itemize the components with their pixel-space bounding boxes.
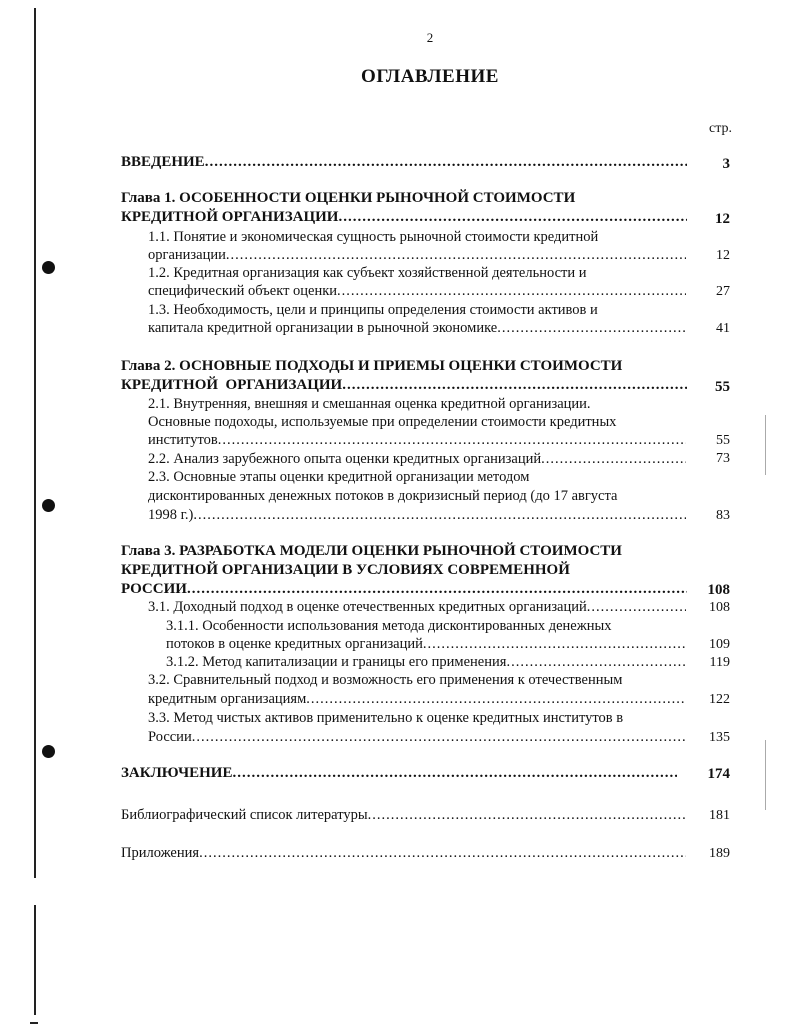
toc-section-2-3-title-cont[interactable]: дисконтированных денежных потоков в докризисный период (до 17 августа xyxy=(148,488,618,504)
toc-entry-text: ВВЕДЕНИЕ xyxy=(121,154,205,170)
toc-section-3-2-title[interactable]: 3.2. Сравнительный подход и возможность его применения к отечественным xyxy=(148,672,623,688)
toc-page-number: 55 xyxy=(715,379,730,395)
toc-entry-text: кредитным организациям xyxy=(148,691,307,707)
leader-dots xyxy=(306,690,686,708)
toc-entry-text: 1998 г.) xyxy=(148,507,194,523)
toc-section-3-3-title[interactable]: 3.3. Метод чистых активов применительно к оценке кредитных институтов в xyxy=(148,710,624,726)
page-title: ОГЛАВЛЕНИЕ xyxy=(361,66,499,87)
toc-section-3-3[interactable] xyxy=(148,728,686,746)
toc-entry-text: 2.2. Анализ зарубежного опыта оценки кредитных организаций xyxy=(148,451,542,467)
toc-section-2-3[interactable] xyxy=(148,506,686,524)
toc-page-number: 108 xyxy=(709,600,730,615)
leader-dots xyxy=(497,319,686,337)
scan-edge-line xyxy=(30,1022,38,1024)
toc-entry-text: Библиографический список литературы xyxy=(121,807,368,823)
toc-page-number: 122 xyxy=(709,692,730,707)
page-number: 2 xyxy=(426,30,434,45)
toc-entry-bibliography[interactable] xyxy=(121,806,686,824)
toc-chapter-2[interactable] xyxy=(121,376,687,394)
toc-section-1-3[interactable] xyxy=(148,319,686,337)
toc-page-number: 108 xyxy=(707,582,730,598)
leader-dots xyxy=(232,764,677,782)
leader-dots xyxy=(337,282,686,300)
toc-entry-text: КРЕДИТНОЙ ОРГАНИЗАЦИИ xyxy=(121,209,339,225)
toc-page-number: 27 xyxy=(716,284,730,299)
leader-dots xyxy=(193,506,686,524)
leader-dots xyxy=(342,376,687,394)
punch-hole xyxy=(42,745,55,758)
toc-section-1-2-title[interactable]: 1.2. Кредитная организация как субъект хозяйственной деятельности и xyxy=(148,265,587,281)
toc-chapter-3-title-cont[interactable]: КРЕДИТНОЙ ОРГАНИЗАЦИИ В УСЛОВИЯХ СОВРЕМЕННОЙ xyxy=(121,562,570,578)
toc-page-number: 3 xyxy=(722,156,730,172)
toc-section-3-1-1[interactable] xyxy=(166,635,686,653)
toc-section-1-1[interactable] xyxy=(148,246,686,264)
scan-edge-line xyxy=(765,415,766,475)
toc-section-1-3-title[interactable]: 1.3. Необходимость, цели и принципы определения стоимости активов и xyxy=(148,302,598,318)
leader-dots xyxy=(541,450,686,468)
toc-entry-text: России xyxy=(148,729,192,745)
toc-section-2-2[interactable] xyxy=(148,450,686,468)
toc-entry-text: КРЕДИТНОЙ ОРГАНИЗАЦИИ xyxy=(121,377,343,393)
toc-page-number: 41 xyxy=(716,321,730,336)
leader-dots xyxy=(506,653,686,671)
toc-entry-text: организации xyxy=(148,247,226,263)
punch-hole xyxy=(42,499,55,512)
toc-page-number: 174 xyxy=(707,766,730,782)
leader-dots xyxy=(587,598,686,616)
toc-chapter-1[interactable] xyxy=(121,208,687,226)
toc-entry-text: РОССИИ xyxy=(121,581,187,597)
toc-entry-intro[interactable] xyxy=(121,153,687,171)
toc-page-number: 135 xyxy=(709,730,730,745)
toc-page-number: 12 xyxy=(716,248,730,263)
toc-page-number: 109 xyxy=(709,637,730,652)
punch-hole xyxy=(42,261,55,274)
leader-dots xyxy=(187,580,687,598)
toc-section-1-2[interactable] xyxy=(148,282,686,300)
toc-chapter-2-title[interactable]: Глава 2. ОСНОВНЫЕ ПОДХОДЫ И ПРИЕМЫ ОЦЕНКИ СТОИМОСТИ xyxy=(121,358,623,374)
toc-page-number: 119 xyxy=(709,655,730,670)
leader-dots xyxy=(205,153,687,171)
leader-dots xyxy=(338,208,687,226)
toc-page-number: 181 xyxy=(709,808,730,823)
toc-section-2-1[interactable] xyxy=(148,431,686,449)
toc-chapter-1-title[interactable]: Глава 1. ОСОБЕННОСТИ ОЦЕНКИ РЫНОЧНОЙ СТОИМОСТИ xyxy=(121,190,576,206)
leader-dots xyxy=(192,728,686,746)
leader-dots xyxy=(423,635,686,653)
scan-edge-line xyxy=(765,740,766,810)
toc-chapter-3[interactable] xyxy=(121,580,687,598)
toc-entry-appendices[interactable] xyxy=(121,844,686,862)
toc-section-3-2[interactable] xyxy=(148,690,686,708)
toc-section-3-1[interactable] xyxy=(148,598,686,616)
scan-edge-line xyxy=(34,8,36,878)
toc-entry-text: специфический объект оценки xyxy=(148,283,338,299)
toc-page-number: 189 xyxy=(709,846,730,861)
leader-dots xyxy=(218,431,686,449)
toc-page-number: 83 xyxy=(716,508,730,523)
toc-page-number: 73 xyxy=(716,451,730,466)
toc-entry-text: 3.1. Доходный подход в оценке отечественных кредитных организаций xyxy=(148,599,587,615)
toc-entry-text: Приложения xyxy=(121,845,200,861)
toc-entry-conclusion[interactable] xyxy=(121,764,677,782)
toc-entry-text: институтов xyxy=(148,432,218,448)
toc-chapter-3-title[interactable]: Глава 3. РАЗРАБОТКА МОДЕЛИ ОЦЕНКИ РЫНОЧНОЙ СТОИМОСТИ xyxy=(121,543,622,559)
leader-dots xyxy=(226,246,686,264)
toc-entry-text: капитала кредитной организации в рыночной экономике xyxy=(148,320,498,336)
toc-section-2-3-title[interactable]: 2.3. Основные этапы оценки кредитной организации методом xyxy=(148,469,530,485)
toc-entry-text: потоков в оценке кредитных организаций xyxy=(166,636,423,652)
toc-section-3-1-1-title[interactable]: 3.1.1. Особенности использования метода дисконтированных денежных xyxy=(166,618,612,634)
toc-entry-text: ЗАКЛЮЧЕНИЕ xyxy=(121,765,233,781)
toc-section-2-1-title[interactable]: 2.1. Внутренняя, внешняя и смешанная оценка кредитной организации. xyxy=(148,396,591,412)
scan-edge-line xyxy=(34,905,36,1015)
toc-page-number: 12 xyxy=(715,211,730,227)
leader-dots xyxy=(368,806,686,824)
page-column-label: стр. xyxy=(708,121,732,136)
toc-page-number: 55 xyxy=(716,433,730,448)
leader-dots xyxy=(199,844,686,862)
toc-entry-text: 3.1.2. Метод капитализации и границы его применения xyxy=(166,654,507,670)
toc-section-1-1-title[interactable]: 1.1. Понятие и экономическая сущность рыночной стоимости кредитной xyxy=(148,229,599,245)
toc-section-2-1-title-cont[interactable]: Основные подоходы, используемые при определении стоимости кредитных xyxy=(148,414,617,430)
toc-section-3-1-2[interactable] xyxy=(166,653,686,671)
